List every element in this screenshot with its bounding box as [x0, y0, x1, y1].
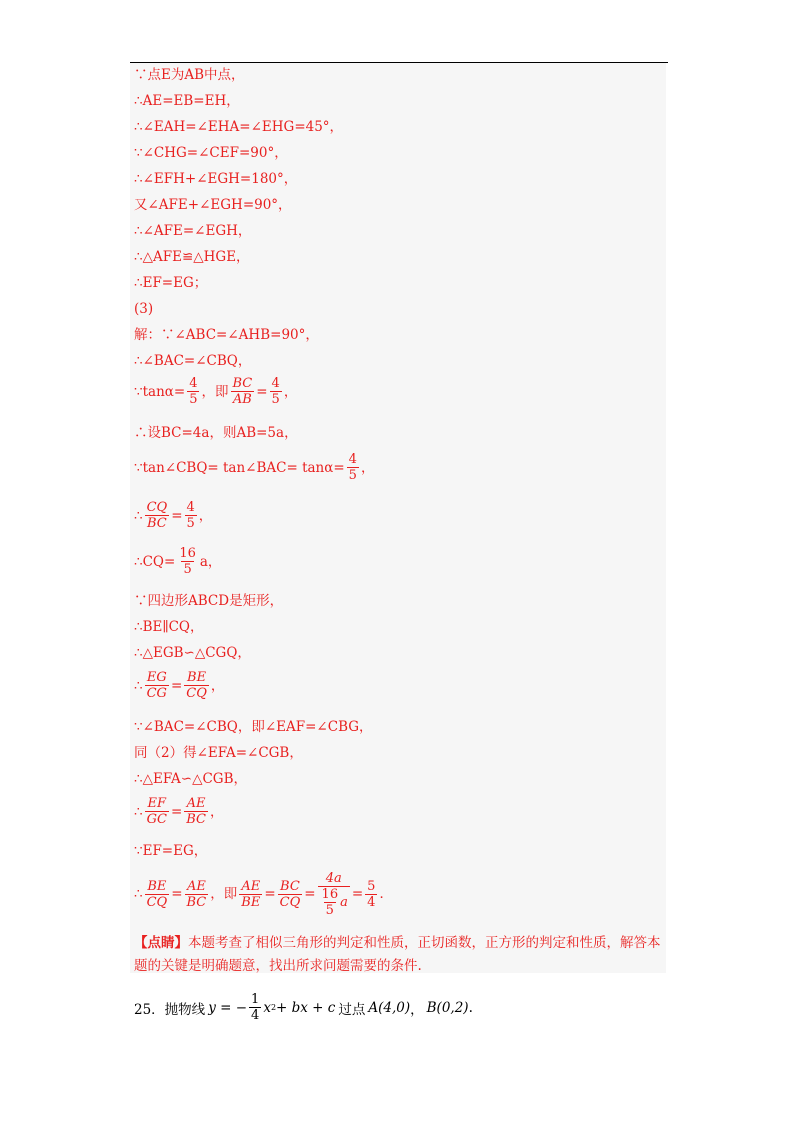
fraction: $\frac{AE}{BC}$	[186, 796, 206, 827]
equation-line-cq-bc	[134, 500, 212, 531]
solution-line: ∴∠EFH+∠EGH=180°，	[134, 171, 298, 187]
solution-line: 同（2）得∠EFA=∠CGB，	[134, 745, 303, 761]
eq-text: =	[256, 383, 268, 400]
eq-text: ∴	[134, 677, 143, 694]
fraction: $\frac{EF}{GC}$	[146, 796, 167, 827]
eq-text: a，	[199, 553, 222, 570]
fraction: $\frac{BE}{CQ}$	[186, 670, 207, 701]
solution-line: ∵EF=EG，	[134, 843, 208, 859]
fraction: $\frac{4}{5}$	[189, 376, 198, 407]
eq-left: y = −	[208, 999, 248, 1016]
eq-text: =	[304, 886, 316, 902]
fraction: $\frac{4}{5}$	[186, 500, 195, 531]
solution-line: ∵点E为AB中点，	[134, 67, 245, 83]
eq-text: ∴CQ=	[134, 553, 176, 570]
solution-line: ∴BE∥CQ，	[134, 619, 204, 635]
fraction: $\frac{16}{5}$	[179, 546, 196, 577]
eq-text: ．	[379, 886, 393, 902]
fraction: $\frac{4}{5}$	[271, 376, 280, 407]
note-text: 本题考查了相似三角形的判定和性质，正切函数，正方形的判定和性质，解答本题的关键是明确题意，找出所求问题需要的条件.	[134, 935, 661, 974]
fraction: $\frac{4}{5}$	[348, 452, 357, 483]
equation-line-tan-cbq	[134, 452, 374, 483]
eq-text: ∵tanα=	[134, 383, 186, 400]
solution-line: 又∠AFE+∠EGH=90°，	[134, 197, 292, 213]
note-paragraph	[134, 932, 662, 978]
equation-line-eg-cg	[134, 670, 224, 701]
eq-text: =	[170, 677, 183, 694]
fraction: $\frac{BE}{CQ}$	[146, 878, 168, 910]
eq-text: ，即	[210, 886, 238, 902]
eq-text: =	[264, 886, 276, 902]
question-number: 25．抛物线	[134, 1001, 206, 1018]
solution-line: ∴∠EAH=∠EHA=∠EHG=45°，	[134, 119, 344, 135]
eq-text: ，	[283, 383, 298, 400]
note-tag: 【点睛】	[134, 935, 188, 951]
eq-text: ∵tan∠CBQ= tan∠BAC= tanα=	[134, 459, 345, 476]
point-a: A(4,0)	[368, 999, 411, 1016]
fraction: $\frac{BC}{AB}$	[232, 376, 253, 407]
solution-line: ∴△EFA∽△CGB，	[134, 771, 247, 787]
solution-line: ∴EF=EG；	[134, 275, 208, 291]
eq-text: ，	[210, 803, 224, 820]
equation-line-ef-gc	[134, 796, 224, 827]
part-label: (3)	[134, 301, 154, 317]
solution-line: ∴∠AFE=∠EGH，	[134, 223, 252, 239]
solution-line: ∴∠BAC=∠CBQ，	[134, 353, 252, 369]
fraction: $\frac{CQ}{BC}$	[146, 500, 168, 531]
eq-text: ∴	[134, 507, 143, 524]
eq-text: =	[170, 803, 183, 820]
eq-text: =	[171, 507, 183, 524]
solution-line: ∴△AFE≌△HGE，	[134, 249, 250, 265]
solution-line: ∴设BC=4a，则AB=5a，	[134, 425, 298, 441]
fraction: $\frac{BC}{CQ}$	[279, 878, 301, 910]
eq-text: ∴	[134, 886, 143, 902]
fraction: $\frac{AE}{BE}$	[241, 878, 261, 910]
solution-line: ∴AE=EB=EH，	[134, 93, 240, 109]
solution-line: ∵四边形ABCD是矩形，	[134, 593, 284, 609]
equation-line-final	[134, 872, 393, 916]
eq-text: ，	[198, 507, 213, 524]
inner-fraction: $\frac{16}{5}$	[321, 886, 339, 918]
equation-line-tan	[134, 376, 297, 407]
fraction: $\frac{5}{4}$	[367, 878, 376, 910]
compound-fraction: 4a $\frac{16}{5}$ a	[318, 871, 350, 918]
solution-line: 解：∵∠ABC=∠AHB=90°，	[134, 327, 319, 343]
solution-line: ∵∠CHG=∠CEF=90°，	[134, 145, 288, 161]
eq-text: ，	[360, 459, 375, 476]
solution-line: ∵∠BAC=∠CBQ，即∠EAF=∠CBG，	[134, 719, 373, 735]
eq-text: ，即	[201, 383, 229, 400]
eq-text: =	[171, 886, 183, 902]
point-b: B(0,2)	[426, 999, 469, 1016]
question-25: 25．抛物线 y = − $\frac{1}{4}$ x 2 + bx + c 过点 A(4,0) ， B(0,2) .	[134, 992, 473, 1023]
eq-text: =	[351, 886, 364, 902]
eq-rest: + bx + c	[276, 999, 336, 1016]
fraction: $\frac{1}{4}$	[251, 992, 260, 1023]
eq-text: ∴	[134, 803, 143, 820]
fraction: $\frac{AE}{BC}$	[186, 878, 207, 910]
equation-line-cq	[134, 546, 221, 577]
fraction: $\frac{EG}{CG}$	[146, 670, 167, 701]
solution-line: ∴△EGB∽△CGQ，	[134, 645, 251, 661]
eq-text: ，	[210, 677, 225, 694]
